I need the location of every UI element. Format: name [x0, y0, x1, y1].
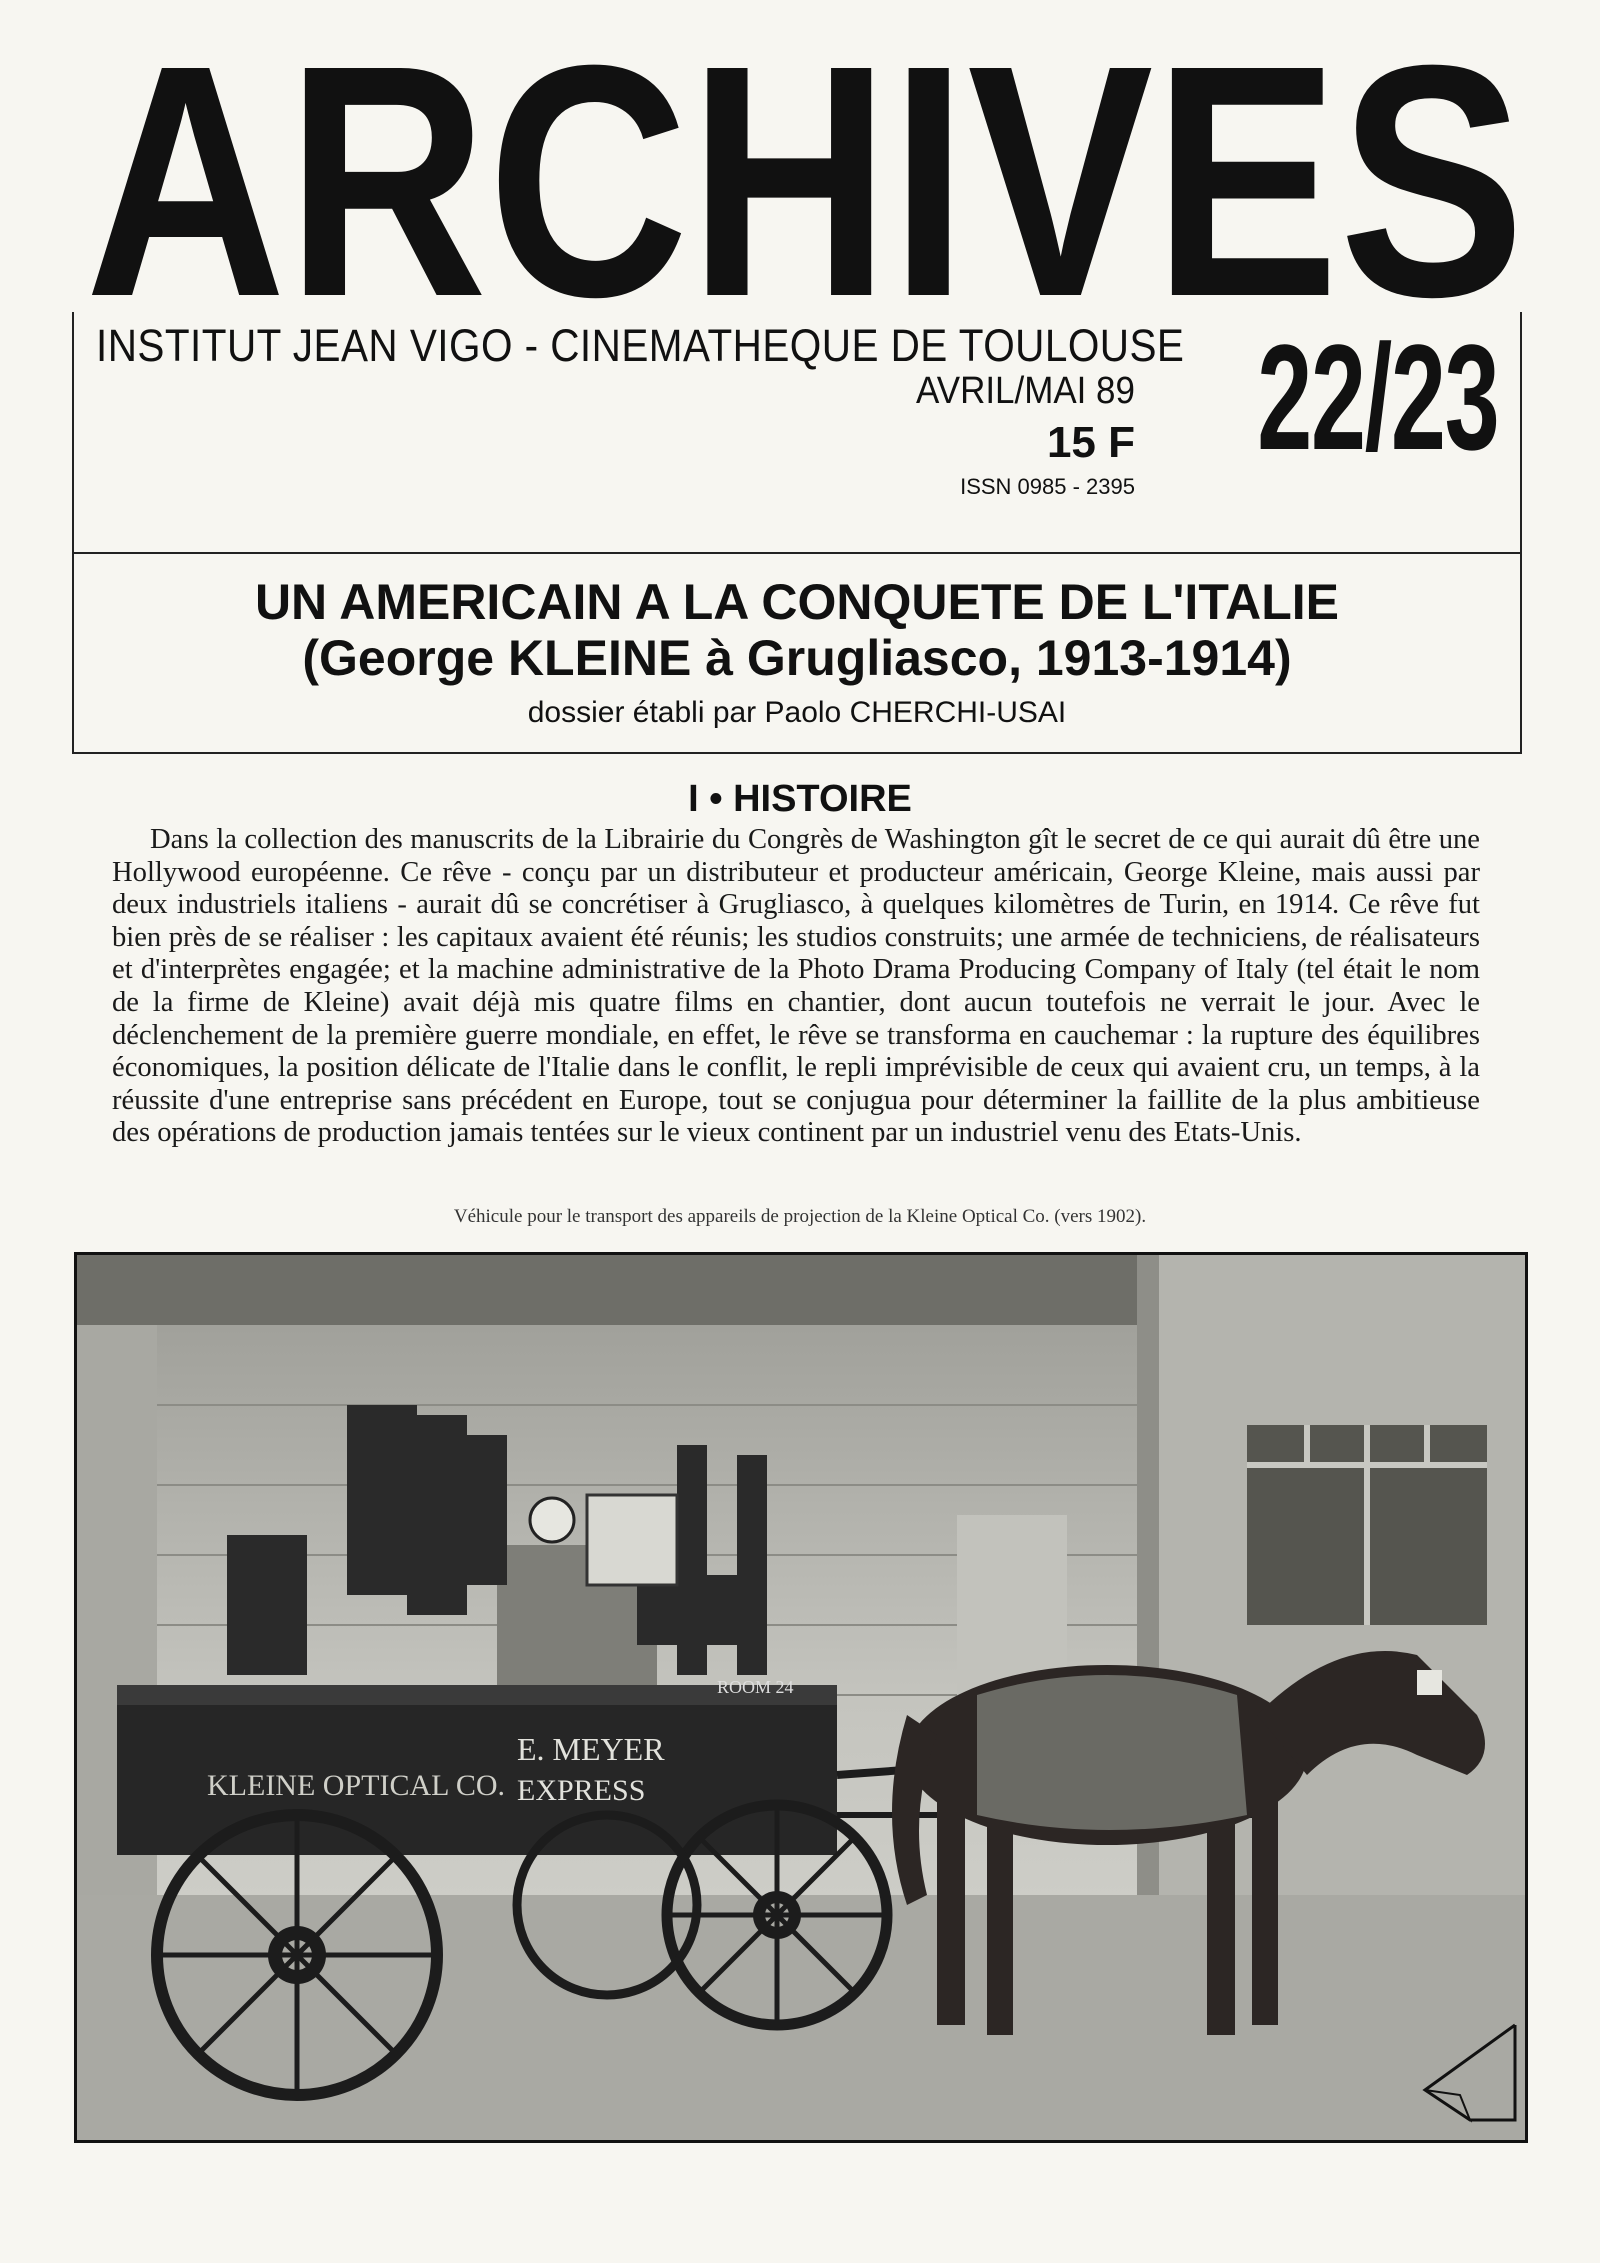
photo-caption: Véhicule pour le transport des appareils de projection de la Kleine Optical Co. (vers 1902). [453, 1206, 1147, 1227]
masthead [85, 40, 1525, 330]
issue-info [74, 312, 1520, 554]
article-header [74, 554, 1520, 750]
issue-date: AVRIL/MAI 89 [916, 370, 1135, 412]
header-box [72, 312, 1522, 754]
wagon-lettering-express: EXPRESS [517, 1774, 646, 1807]
page-turn-arrow-icon [1420, 2020, 1520, 2130]
issue-number: 22/23 [1256, 313, 1498, 481]
room-sign: ROOM 24 [717, 1677, 794, 1697]
issn: ISSN 0985 - 2395 [960, 474, 1135, 499]
article-body: Dans la collection des manuscrits de la Librairie du Congrès de Washington gît le secret de ce qui aurait dû être une Hollywood européenne. Ce rêve - conçu par un distributeur et producteur américain, George Kleine, mais aussi par deux industriels italiens - aurait dû se concrétiser à Grugliasco, à quelques kilomètres de Turin, en 1914. Ce rêve fut bien près de se réaliser : les capitaux avaient été réunis; les studios construits; une armée de techniciens, de réalisateurs et d'interprètes engagée; et la machine administrative de la Photo Drama Producing Company of Italy (tel était le nom de la firme de Kleine) avait déjà mis quatre films en chantier, dont aucun toutefois ne verrait le jour. Avec le déclenchement de la première guerre mondiale, en effet, le rêve se transforma en cauchemar : la rupture des équilibres économiques, la position délicate de l'Italie dans le conflit, le repli imprévisible de ceux qui avaient cru, un temps, à la réussite d'une entreprise sans précédent en Europe, tout se conjugua pour déterminer la faillite de la plus ambitieuse des opérations de production jamais tentées sur le vieux continent par un industriel venu des Etats-Unis. [112, 824, 1480, 1149]
archival-photo [74, 1252, 1528, 2143]
masthead-title: ARCHIVES [85, 40, 1525, 330]
article-byline: dossier établi par Paolo CHERCHI-USAI [527, 696, 1067, 729]
wagon-lettering-meyer: E. MEYER [517, 1731, 665, 1767]
wagon-lettering-left: KLEINE OPTICAL CO. [207, 1769, 506, 1802]
section-heading: I • HISTOIRE [688, 778, 912, 820]
horse-wagon-illustration [77, 1255, 1525, 2140]
article-subtitle: (George KLEINE à Grugliasco, 1913-1914) [302, 630, 1292, 686]
institute-name: INSTITUT JEAN VIGO - CINEMATHEQUE DE TOULOUSE [96, 320, 1185, 371]
price: 15 F [1046, 418, 1135, 467]
article-title: UN AMERICAIN A LA CONQUETE DE L'ITALIE [254, 574, 1340, 630]
